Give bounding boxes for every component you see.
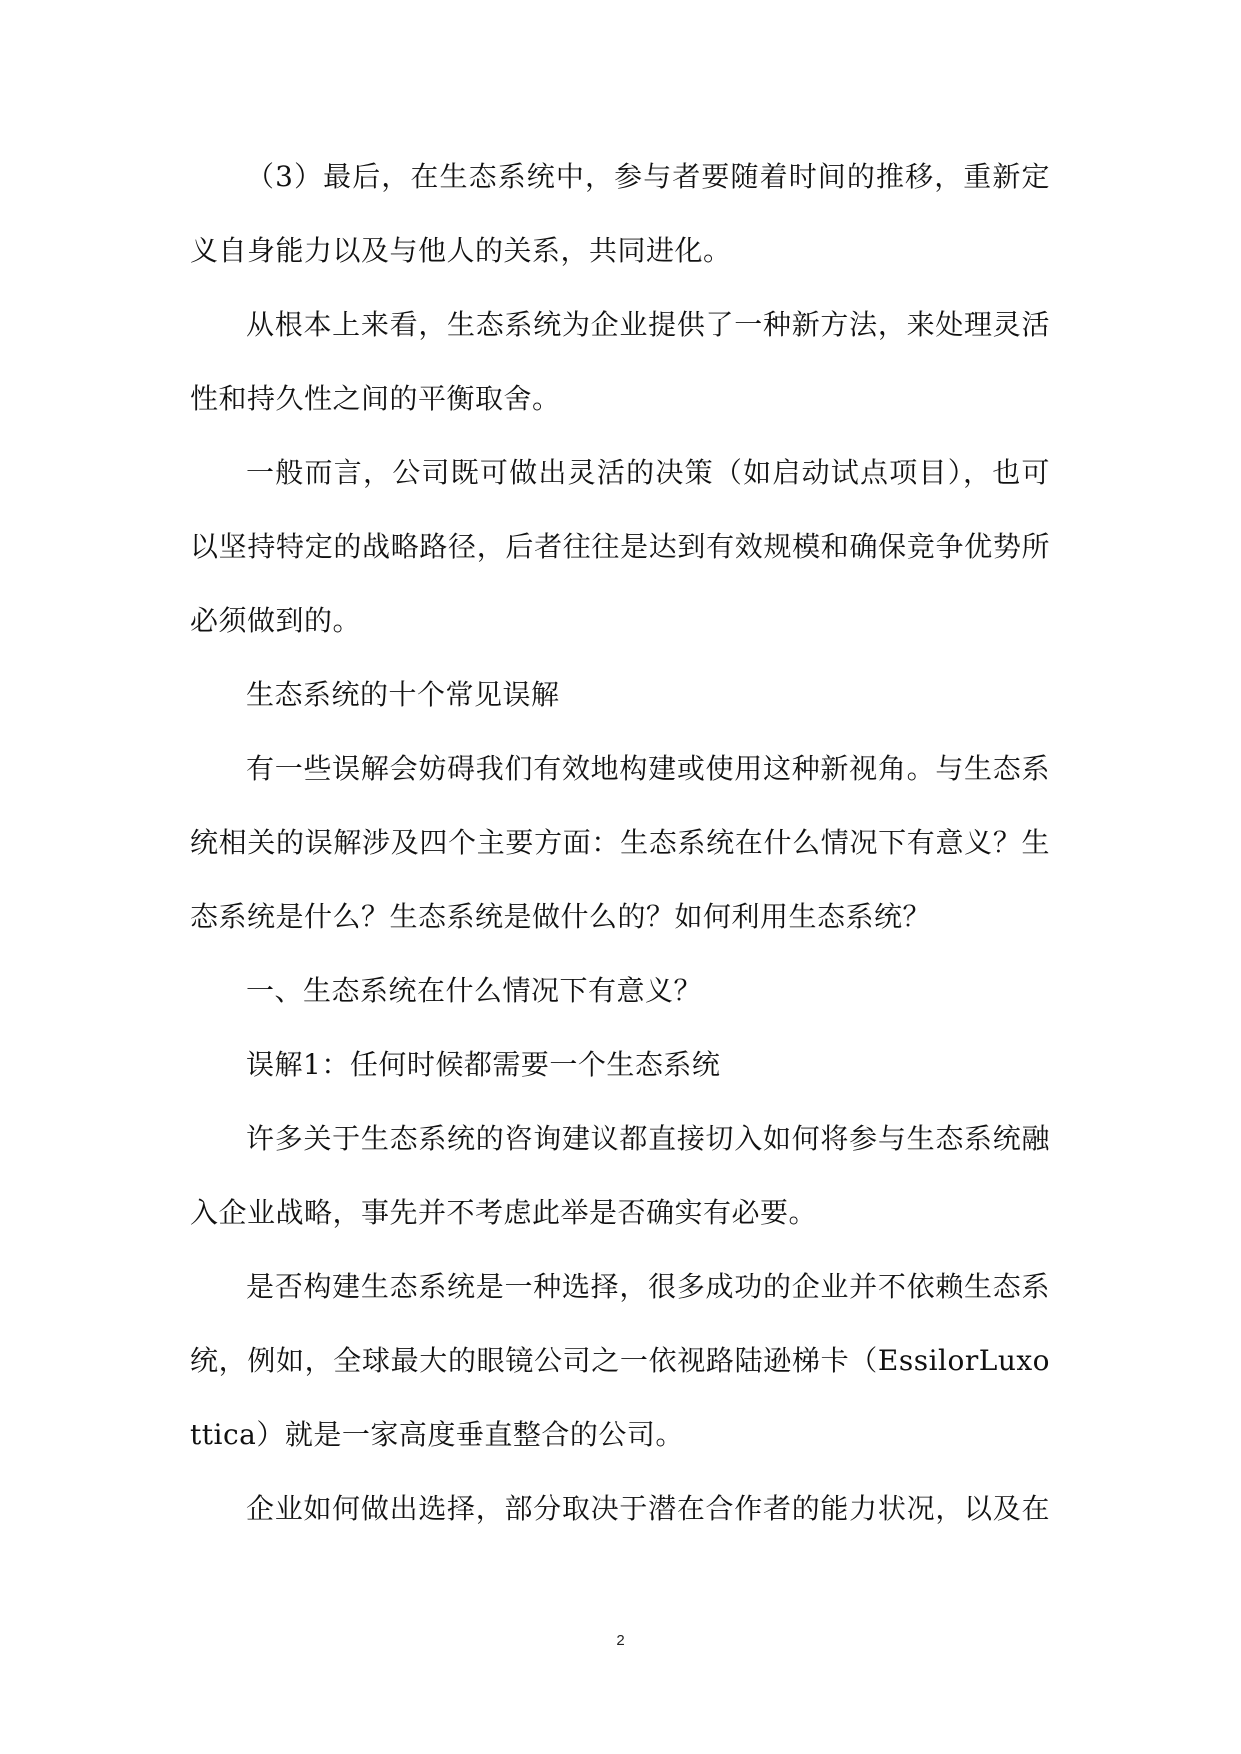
paragraph-essilorluxottica: 是否构建生态系统是一种选择，很多成功的企业并不依赖生态系统，例如，全球最大的眼镜公司之一依视路陆逊梯卡（EssilorLuxottica）就是一家高度垂直整合的公司。 (190, 1270, 1050, 1451)
page-number: 2 (616, 1632, 625, 1649)
subheading-when-meaningful: 一、生态系统在什么情况下有意义？ (246, 974, 703, 1007)
paragraph-flexibility-balance: 从根本上来看，生态系统为企业提供了一种新方法，来处理灵活性和持久性之间的平衡取舍。 (190, 308, 1050, 415)
document-body (190, 140, 1050, 1546)
subheading-misconception-1: 误解1：任何时候都需要一个生态系统 (246, 1048, 721, 1081)
paragraph-co-evolution: （3）最后，在生态系统中，参与者要随着时间的推移，重新定义自身能力以及与他人的关系，共同进化。 (190, 160, 1050, 267)
paragraph-four-aspects: 有一些误解会妨碍我们有效地构建或使用这种新视角。与生态系统相关的误解涉及四个主要方面：生态系统在什么情况下有意义？生态系统是什么？生态系统是做什么的？如何利用生态系统？ (190, 752, 1050, 933)
paragraph-strategic-path: 一般而言，公司既可做出灵活的决策（如启动试点项目），也可以坚持特定的战略路径，后者往往是达到有效规模和确保竞争优势所必须做到的。 (190, 456, 1050, 637)
paragraph-consulting-advice: 许多关于生态系统的咨询建议都直接切入如何将参与生态系统融入企业战略，事先并不考虑此举是否确实有必要。 (190, 1122, 1050, 1229)
paragraph-choice-continued: 企业如何做出选择，部分取决于潜在合作者的能力状况，以及在 (246, 1492, 1050, 1525)
section-heading-misconceptions: 生态系统的十个常见误解 (246, 678, 560, 711)
